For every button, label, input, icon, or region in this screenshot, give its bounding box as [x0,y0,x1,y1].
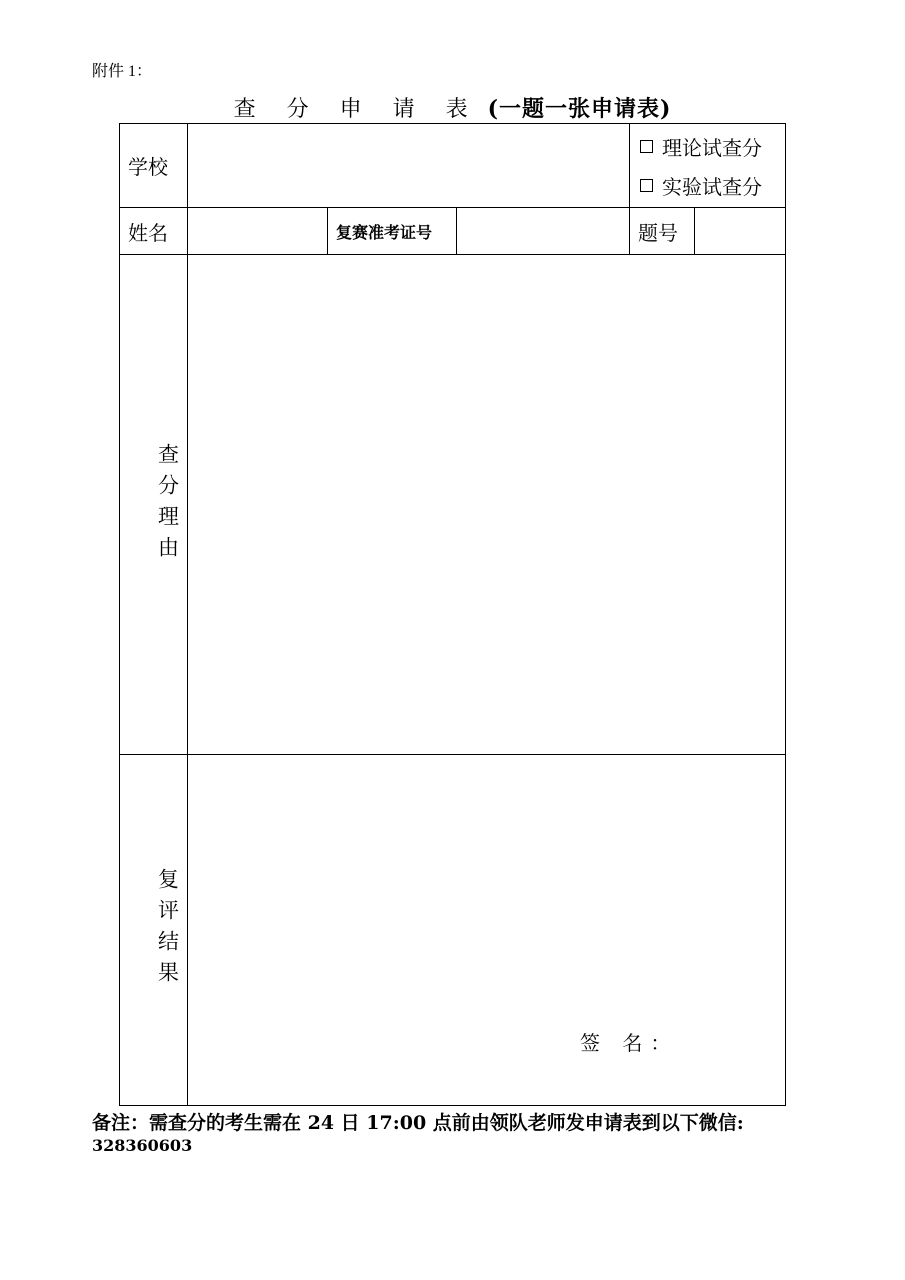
question-no-input-cell[interactable] [694,207,786,255]
exam-id-label-cell [327,207,457,255]
form-title-sub: (一题一张申请表) [487,96,672,122]
result-label: 复评结果 [155,868,180,992]
school-input-cell[interactable] [187,123,630,208]
theory-check-row[interactable] [640,132,762,161]
footer-note: 备注：需查分的考生需在 24 日 17:00 点前由领队老师发申请表到以下微信: [92,1112,744,1134]
theory-check-label: 理论试查分 [662,135,762,160]
theory-checkbox-icon[interactable] [640,140,653,153]
application-form [119,123,786,1106]
school-label: 学校 [128,155,168,179]
experiment-check-row[interactable] [640,171,762,200]
name-label-cell [119,207,188,255]
question-no-label: 题号 [638,220,678,245]
reason-label-cell [119,254,188,755]
result-input-area[interactable] [187,754,786,1106]
exam-id-label: 复赛准考证号 [336,222,433,242]
school-label-cell [119,123,188,208]
reason-input-area[interactable] [187,254,786,755]
reason-label: 查分理由 [155,442,180,567]
form-title [0,92,905,123]
form-title-main: 查 分 申 请 表 [233,97,480,122]
question-no-label-cell [629,207,695,255]
attachment-label: 附件 1： [92,63,153,80]
name-label: 姓名 [128,220,168,245]
check-type-cell [629,123,786,208]
name-input-cell[interactable] [187,207,328,255]
experiment-check-label: 实验试查分 [662,174,762,199]
exam-id-input-cell[interactable] [456,207,630,255]
result-label-cell [119,754,188,1106]
experiment-checkbox-icon[interactable] [640,179,653,192]
signature-label: 签 名： [580,1031,679,1055]
footer-wechat: 328360603 [92,1136,193,1155]
